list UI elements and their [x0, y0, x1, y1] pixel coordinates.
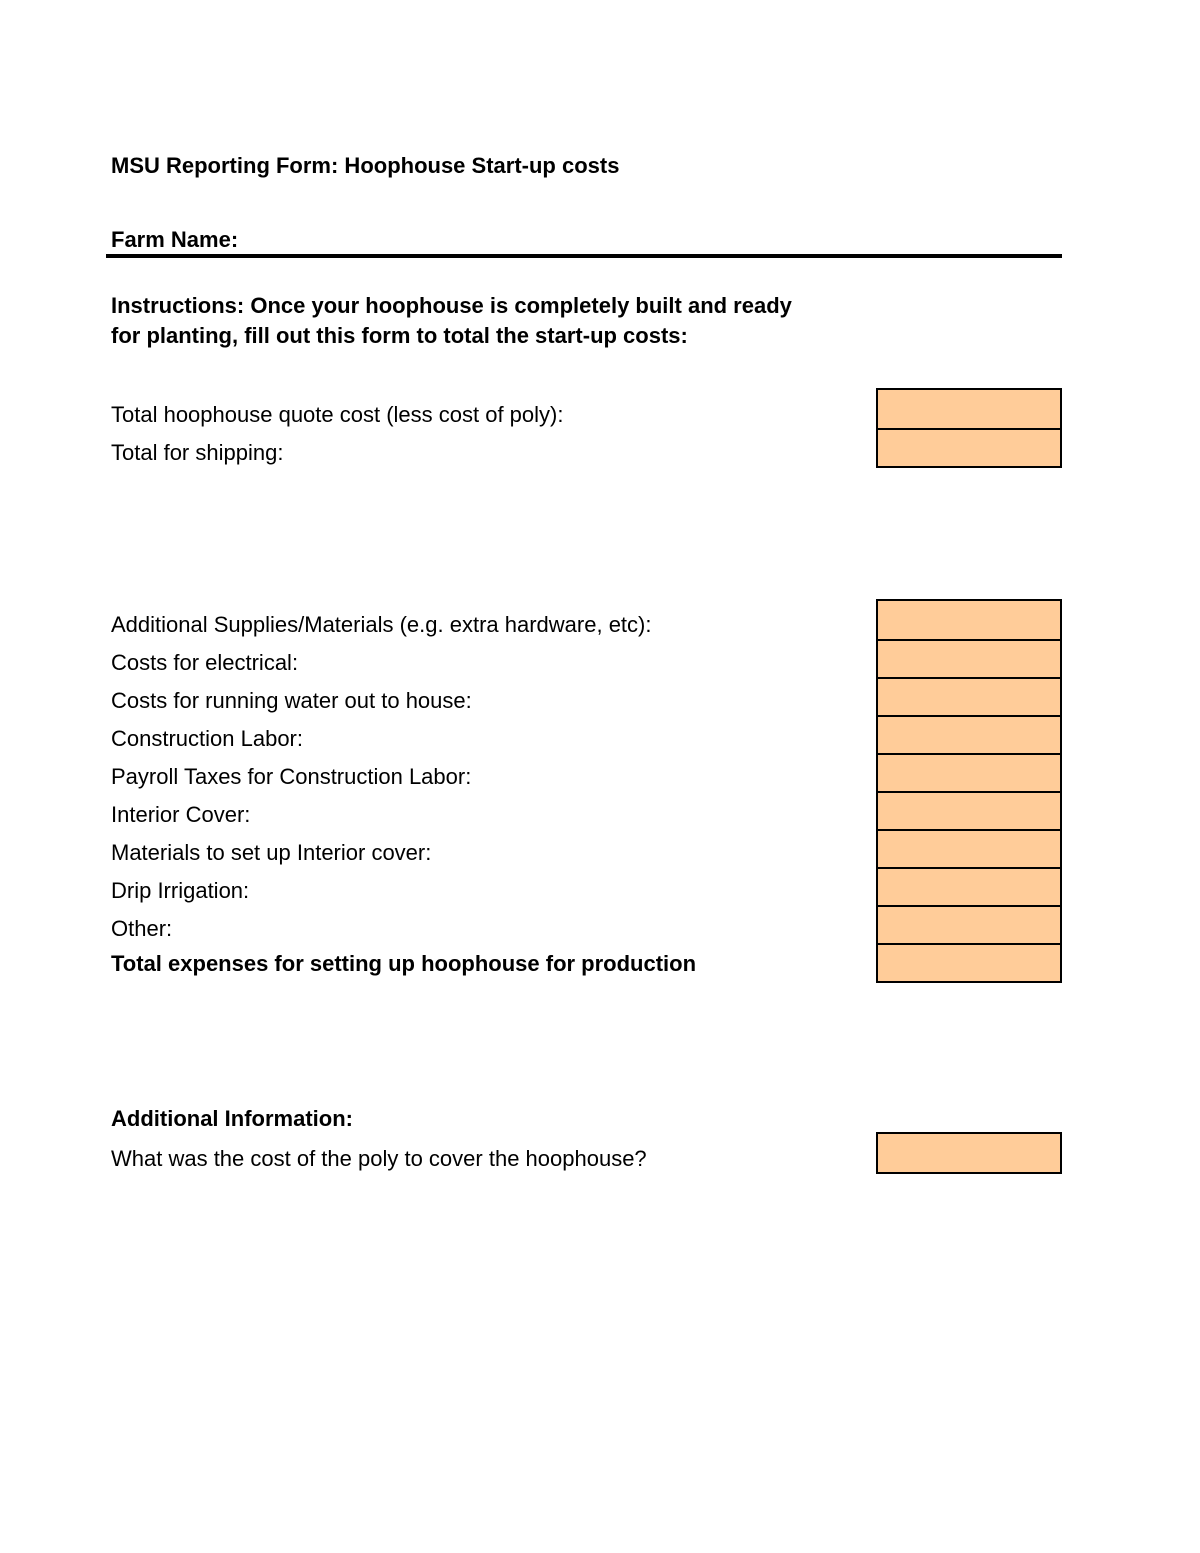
input-interior-cover[interactable]: [878, 791, 1060, 829]
label-other: Other:: [111, 916, 173, 941]
input-shipping-total[interactable]: [878, 428, 1060, 466]
instructions-line-1: Instructions: Once your hoophouse is completely built and ready: [111, 293, 792, 318]
farm-name-label: Farm Name:: [111, 227, 239, 252]
label-construction-labor: Construction Labor:: [111, 726, 303, 751]
additional-info-heading: Additional Information:: [111, 1106, 353, 1131]
input-drip-irrigation[interactable]: [878, 867, 1060, 905]
input-electrical-costs[interactable]: [878, 639, 1060, 677]
additional-input-group: [876, 1132, 1062, 1174]
label-drip-irrigation: Drip Irrigation:: [111, 878, 250, 903]
input-additional-supplies[interactable]: [878, 601, 1060, 639]
label-electrical-costs: Costs for electrical:: [111, 650, 299, 675]
label-interior-cover-materials: Materials to set up Interior cover:: [111, 840, 432, 865]
label-hoophouse-quote-cost: Total hoophouse quote cost (less cost of poly):: [111, 402, 564, 427]
input-running-water-costs[interactable]: [878, 677, 1060, 715]
section1-input-group: [876, 388, 1062, 468]
section2-input-group: [876, 599, 1062, 983]
label-interior-cover: Interior Cover:: [111, 802, 251, 827]
form-title: MSU Reporting Form: Hoophouse Start-up costs: [111, 153, 620, 178]
input-other[interactable]: [878, 905, 1060, 943]
input-poly-cost[interactable]: [878, 1134, 1060, 1172]
instructions-line-2: for planting, fill out this form to total the start-up costs:: [111, 323, 688, 348]
input-hoophouse-quote-cost[interactable]: [878, 390, 1060, 428]
input-interior-cover-materials[interactable]: [878, 829, 1060, 867]
label-poly-cost-question: What was the cost of the poly to cover the hoophouse?: [111, 1146, 647, 1171]
input-total-expenses[interactable]: [878, 943, 1060, 981]
farm-name-underline: [106, 254, 1062, 258]
label-additional-supplies: Additional Supplies/Materials (e.g. extra hardware, etc):: [111, 612, 652, 637]
input-construction-labor[interactable]: [878, 715, 1060, 753]
label-payroll-taxes: Payroll Taxes for Construction Labor:: [111, 764, 472, 789]
input-payroll-taxes[interactable]: [878, 753, 1060, 791]
label-total-expenses: Total expenses for setting up hoophouse for production: [111, 951, 697, 976]
label-running-water-costs: Costs for running water out to house:: [111, 688, 472, 713]
label-shipping-total: Total for shipping:: [111, 440, 284, 465]
